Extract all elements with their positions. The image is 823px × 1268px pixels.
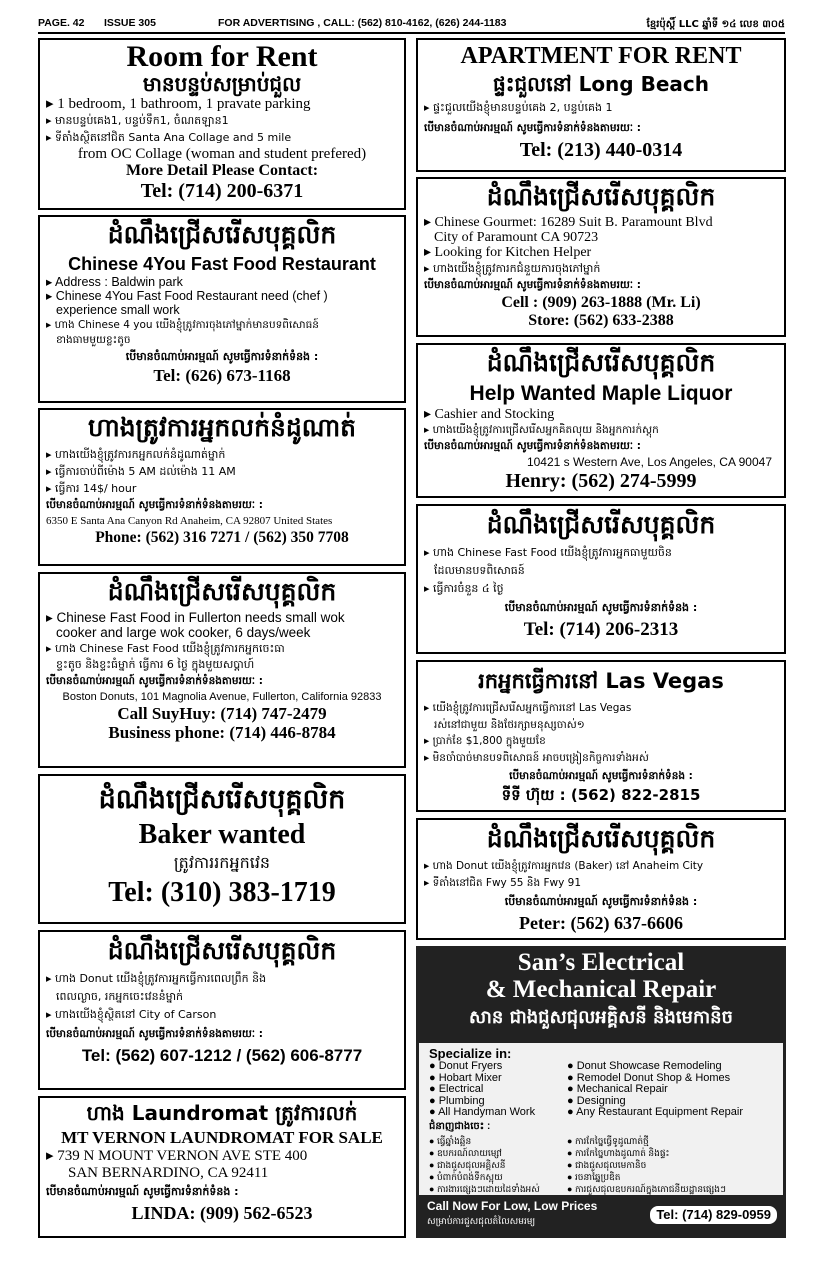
publication-info: ខ្មែរប៉ុស្ដិ៍ LLC ឆ្នាំទី ១៤ លេខ ៣០៥ <box>646 19 785 30</box>
ad-phone: Cell : (909) 263-1888 (Mr. Li) <box>501 294 701 311</box>
ad-chinese-4you <box>38 215 406 403</box>
ad-subtitle: MT VERNON LAUNDROMAT FOR SALE <box>61 1128 383 1147</box>
ad-line: ▸ ហាង Chinese Fast Food យើងខ្ញុំត្រូវការអ្នកធាមួយចិន <box>424 546 672 559</box>
service-item: ● Plumbing <box>429 1094 485 1107</box>
ad-line: ▸ ទីតាំងនៅជិត Fwy 55 និង Fwy 91 <box>424 877 582 889</box>
service-item: ● Mechanical Repair <box>567 1083 668 1096</box>
ad-chinese-gourmet <box>416 177 786 337</box>
ad-title: & Mechanical Repair <box>485 976 717 1003</box>
ad-fullerton-wok <box>38 572 406 768</box>
ad-address: Boston Donuts, 101 Magnolia Avenue, Fullerton, California 92833 <box>62 691 382 703</box>
issue-number: ISSUE 305 <box>104 17 156 29</box>
service-item: ● Designing <box>567 1094 626 1107</box>
skills-list-left <box>429 1135 569 1195</box>
ad-contact-line: បើមានចំណាប់អារម្មណ៍ សូមធ្វើការទំនាក់ទំនង : <box>504 601 698 614</box>
ad-line: ▸ ធ្វើការចាប់ពីម៉ោង 5 AM ដល់ម៉ោង 11 AM <box>46 465 236 478</box>
specialize-heading: Specialize in: <box>429 1046 512 1061</box>
ad-line: ▸ ហាង Donut យើងខ្ញុំត្រូវការអ្នកវេន (Baker) នៅ Anaheim City <box>424 860 704 872</box>
ad-sans-electrical <box>416 946 786 1238</box>
ad-title: APARTMENT FOR RENT <box>460 43 742 69</box>
ad-phone: Henry: (562) 274-5999 <box>505 470 697 492</box>
ad-donut-carson <box>38 930 406 1090</box>
ad-contact-line: បើមានចំណាប់អារម្មណ៍ សូមធ្វើការទំនាក់ទំនង : <box>125 350 319 363</box>
service-item: ● Electrical <box>429 1083 484 1096</box>
ad-title: ដំណឹងជ្រើសរើសបុគ្គលិក <box>486 182 716 211</box>
ad-donut-seller <box>38 408 406 566</box>
ad-phone: Tel: (310) 383-1719 <box>108 877 336 908</box>
skill-item: ● ឧបករណ៍លាយម្សៅ <box>429 1148 502 1158</box>
ad-contact-line: បើមានចំណាប់អារម្មណ៍ សូមធ្វើការទំនាក់ទំនង : <box>46 1185 239 1198</box>
ad-subtitle: Baker wanted <box>138 819 306 850</box>
ad-contact-line: បើមានចំណាប់អារម្មណ៍ សូមធ្វើការទំនាក់ទំនងតាមរយៈ : <box>424 440 641 452</box>
ad-line: ▸ ធ្វើការ 14$/ hour <box>46 482 137 495</box>
ad-title: ដំណឹងជ្រើសរើសបុគ្គលិក <box>486 348 716 377</box>
ad-title: ដំណឹងជ្រើសរើសបុគ្គលិក <box>98 784 346 815</box>
ad-maple-liquor <box>416 343 786 498</box>
ad-subtitle: Help Wanted Maple Liquor <box>469 382 733 405</box>
ad-line: City of Paramount CA 90723 <box>434 230 599 245</box>
ad-title: ដំណឹងជ្រើសរើសបុគ្គលិក <box>486 510 716 539</box>
service-list-left <box>429 1061 569 1119</box>
ad-phone: Tel: (626) 673-1168 <box>153 366 291 385</box>
ad-baker-wanted <box>38 774 406 924</box>
ad-address: 6350 E Santa Ana Canyon Rd Anaheim, CA 92807 United States <box>46 515 333 527</box>
page-number: PAGE. 42 <box>38 17 85 29</box>
service-item: ● Donut Fryers <box>429 1060 503 1072</box>
ad-title: ដំណឹងជ្រើសរើសបុគ្គលិក <box>107 220 337 249</box>
ad-line: ▸ ផ្ទះជួលយើងខ្ញុំមានបន្ទប់គេង 2, បន្ទប់គេង 1 <box>424 101 613 114</box>
skill-item: ● រចនាឆ្នៃប្រឌិត <box>567 1172 621 1182</box>
ad-apartment-for-rent <box>416 38 786 172</box>
ad-title: ដំណឹងជ្រើសរើសបុគ្គលិក <box>486 824 716 853</box>
ad-phone: LINDA: (909) 562-6523 <box>131 1203 313 1223</box>
ad-line: ▸ ទីតាំងស្ថិតនៅជិត Santa Ana Collage and 5 mile <box>46 131 292 144</box>
ad-subtitle: Chinese 4You Fast Food Restaurant <box>68 254 376 274</box>
ad-phone: Business phone: (714) 446-8784 <box>108 723 336 742</box>
service-item: ● Remodel Donut Shop & Homes <box>567 1071 731 1084</box>
call-now-text: Call Now For Low, Low Prices <box>427 1199 598 1213</box>
skill-item: ● ជាងជួសជុលអគ្គិសនី <box>429 1160 506 1170</box>
ad-line: ខាងធាមមួយខ្លះតូច <box>56 334 131 346</box>
service-item: ● All Handyman Work <box>429 1106 536 1119</box>
ad-contact-line: បើមានចំណាប់អារម្មណ៍ សូមធ្វើការទំនាក់ទំនងតាមរយៈ : <box>46 1028 263 1040</box>
ad-line: ▸ មានបន្ទប់គេង1, បន្ទប់ទឹក1, ចំណតឡាន1 <box>46 114 229 127</box>
ad-subtitle: ផ្ទះជួលនៅ Long Beach <box>493 72 709 96</box>
ad-chinese-fast-food <box>416 504 786 654</box>
ad-title: ដំណឹងជ្រើសរើសបុគ្គលិក <box>107 936 337 965</box>
ad-line: ▸ Address : Baldwin park <box>46 275 183 289</box>
ad-line: experience small work <box>56 303 180 317</box>
ad-phone: Call SuyHuy: (714) 747-2479 <box>117 704 327 723</box>
ad-title: San’s Electrical <box>517 949 685 976</box>
ad-line: ពេលល្ងាច, រកអ្នកចេះវេននំម្នាក់ <box>56 990 184 1003</box>
skill-item: ● ធ្វើឆ្នាំងឆ្អិន <box>429 1136 472 1146</box>
ad-line: ▸ យើងខ្ញុំត្រូវការជ្រើសរើសអ្នកធ្វើការនៅ Las Vegas <box>424 702 632 714</box>
ad-contact-line: បើមានចំណាប់អារម្មណ៍ សូមធ្វើការទំនាក់ទំនង : <box>509 770 693 782</box>
ad-address: 10421 s Western Ave, Los Angeles, CA 90047 <box>526 455 772 469</box>
skill-item: ● ការកែច្នៃហាងដូណាត់ និងផ្ទះ <box>567 1148 670 1158</box>
ad-las-vegas <box>416 660 786 812</box>
ad-line: cooker and large wok cooker, 6 days/week <box>56 625 311 640</box>
ad-line: ▸ Chinese Gourmet: 16289 Suit B. Paramount Blvd <box>424 215 713 230</box>
skill-item: ● ការកែច្នៃធ្វើទូដូណាត់ថ្មី <box>567 1136 649 1146</box>
ad-contact-line: បើមានចំណាប់អារម្មណ៍ សូមធ្វើការទំនាក់ទំនង : <box>504 895 698 908</box>
skill-item: ● ការងារផ្សេងៗដោយដៃទាំងអស់ <box>429 1184 540 1194</box>
ad-line: SAN BERNARDINO, CA 92411 <box>68 1165 269 1181</box>
advertising-line: FOR ADVERTISING , CALL: (562) 810-4162, (626) 244-1183 <box>218 17 507 29</box>
ad-phone: Tel: (213) 440-0314 <box>519 139 683 161</box>
ad-line: ▸ Looking for Kitchen Helper <box>424 245 592 260</box>
ad-line: ▸ មិនចាំបាច់មានបទពិសោធន៍ អាចបង្រៀនកិច្ចការទាំងអស់ <box>424 752 649 764</box>
ad-contact-line: បើមានចំណាប់អារម្មណ៍ សូមធ្វើការទំនាក់ទំនងតាមរយៈ : <box>424 122 641 134</box>
ad-phone: Store: (562) 633-2388 <box>528 312 674 329</box>
service-list-right <box>567 1061 786 1119</box>
ad-title: Room for Rent <box>126 40 318 73</box>
ad-subtitle: មានបន្ទប់សម្រាប់ជួល <box>142 72 302 96</box>
ad-contact-line: បើមានចំណាប់អារម្មណ៍ សូមធ្វើការទំនាក់ទំនងតាមរយៈ : <box>46 499 263 511</box>
ad-line: ត្រូវការរកអ្នកវេន <box>173 853 271 872</box>
ad-line: ▸ Chinese Fast Food in Fullerton needs small wok <box>46 610 345 625</box>
skill-item: ● បំពាក់បំពង់ទឹកស្អុយ <box>429 1172 503 1182</box>
skills-heading: ជំនាញជាងចេះ : <box>429 1121 491 1132</box>
ad-title: ហាងត្រូវការអ្នកលក់នំដូណាត់ <box>87 413 357 442</box>
ad-line: ▸ ហាង Donut យើងខ្ញុំត្រូវការអ្នកធ្វើការពេលព្រឹក និង <box>46 972 267 985</box>
ad-title: ហាង Laundromat ត្រូវការលក់ <box>86 1101 358 1125</box>
ad-line: ▸ ហាងយើងខ្ញុំត្រូវការជ្រើសរើសអ្នកគិតលុយ និងអ្នកការក់ស្តុក <box>424 424 659 436</box>
ad-title: ដំណឹងជ្រើសរើសបុគ្គលិក <box>107 577 337 606</box>
ad-contact-line: បើមានចំណាប់អារម្មណ៍ សូមធ្វើការទំនាក់ទំនងតាមរយៈ : <box>424 279 641 291</box>
ad-line: ▸ ប្រាក់ខែ $1,800 ក្នុងមួយខែ <box>424 735 546 747</box>
ad-line: ▸ ហាងយើងខ្ញុំស្ថិតនៅ City of Carson <box>46 1008 217 1021</box>
ad-phone: Peter: (562) 637-6606 <box>519 913 683 933</box>
ad-donut-anaheim <box>416 818 786 940</box>
ad-line: ▸ Cashier and Stocking <box>424 407 555 422</box>
ad-line: ▸ ហាង Chinese Fast Food យើងខ្ញុំត្រូវការកអ្នកចេះធា <box>46 642 285 655</box>
ad-line: ខ្ទះតូច និងខ្ទះធំម្នាក់ ធ្វើការ 6 ថ្ងៃ ក្នុងមួយសប្ដាហ៍ <box>56 658 255 671</box>
ad-phone: Phone: (562) 316 7271 / (562) 350 7708 <box>95 529 349 546</box>
electrical-footer <box>419 1195 783 1235</box>
ad-phone: Tel: (562) 607-1212 / (562) 606-8777 <box>81 1046 363 1065</box>
skill-item: ● ជាងជួសជុលមេកានិច <box>567 1160 647 1170</box>
service-item: ● Hobart Mixer <box>429 1071 502 1084</box>
call-now-khmer: សម្រាប់ការជួសជុលតំលៃសមរម្យ <box>427 1216 536 1226</box>
ad-line: ▸ ធ្វើការចំនួន ៤ ថ្ងៃ <box>424 582 504 595</box>
ad-line: ▸ Chinese 4You Fast Food Restaurant need (chef ) <box>46 289 328 303</box>
ad-line: ▸ ហាងយើងខ្ញុំត្រូវការកអ្នកលក់នំដូណាត់ម្នាក់ <box>46 448 226 461</box>
ad-phone: Tel: (714) 200-6371 <box>140 180 304 202</box>
page-header <box>38 14 785 34</box>
ad-room-for-rent <box>38 38 406 210</box>
ad-line: ដែលមានបទពិសោធន៍ <box>434 564 525 577</box>
ad-line: ▸ 1 bedroom, 1 bathroom, 1 pravate parking <box>46 96 311 112</box>
ad-line: More Detail Please Contact: <box>125 162 319 179</box>
skills-list-right <box>567 1135 783 1195</box>
ad-line: ▸ ហាង Chinese 4 you យើងខ្ញុំត្រូវការចុងភៅម្នាក់មានបទពិសោធន៍ <box>46 319 319 331</box>
ad-phone: Tel: (714) 829-0959 <box>650 1206 777 1224</box>
ad-phone: Tel: (714) 206-2313 <box>523 619 679 640</box>
ad-line: រស់នៅជាមួយ និងថែរក្សាមនុស្សចាស់១ <box>434 719 585 731</box>
ad-line: ▸ 739 N MOUNT VERNON AVE STE 400 <box>46 1148 308 1164</box>
electrical-banner <box>419 949 783 1043</box>
skill-item: ● ការជួសជុលឧបករណ៍ក្នុងភោជនីយដ្ឋានផ្សេងៗ <box>567 1184 726 1194</box>
ad-contact-line: បើមានចំណាប់អារម្មណ៍ សូមធ្វើការទំនាក់ទំនងតាមរយៈ : <box>46 675 263 687</box>
service-item: ● Any Restaurant Equipment Repair <box>567 1106 744 1119</box>
ad-phone: ទីទី ហ៊ុយ : (562) 822-2815 <box>501 786 701 804</box>
service-item: ● Donut Showcase Remodeling <box>567 1060 722 1072</box>
ad-title: រកអ្នកធ្វើការនៅ Las Vegas <box>478 669 724 693</box>
ad-line: ▸ ហាងយើងខ្ញុំត្រូវការកជំនួយការចុងភៅម្នាក់ <box>424 262 601 275</box>
ad-line: from OC Collage (woman and student prefered) <box>77 146 367 162</box>
ad-laundromat <box>38 1096 406 1238</box>
ad-subtitle: សាន ជាងជួសជុលអគ្គិសនី និងមេកានិច <box>469 1007 733 1028</box>
